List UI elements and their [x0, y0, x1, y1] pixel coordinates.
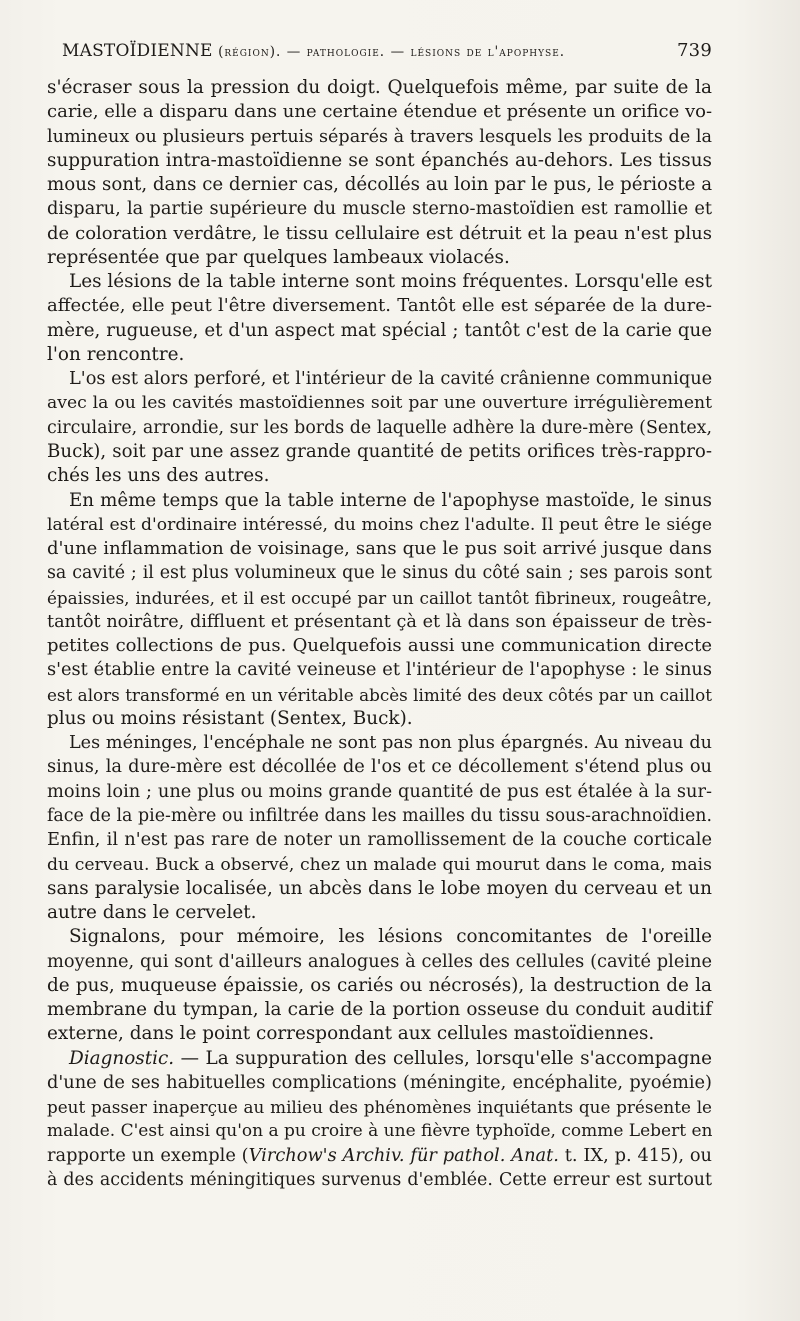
page-number: 739 [677, 40, 712, 61]
text-line: lumineux ou plusieurs pertuis séparés à travers lesquels les produits de la [47, 126, 712, 147]
text-line: autre dans le cervelet. [47, 902, 257, 924]
text-line: En même temps que la table interne de l'apophyse mastoïde, le sinus [69, 489, 712, 511]
text-line: d'une inflammation de voisinage, sans que le pus soit arrivé jusque dans [47, 538, 712, 560]
text-line: est alors transformé en un véritable abcès limité des deux côtés par un caillot [47, 684, 712, 705]
text-line: sa cavité ; il est plus volumineux que le sinus du côté sain ; ses parois sont [47, 563, 712, 584]
text-line: plus ou moins résistant (Sentex, Buck). [47, 707, 413, 729]
text-line: sans paralysie localisée, un abcès dans le lobe moyen du cerveau et un [47, 877, 712, 899]
text-line: à des accidents méningitiques survenus d'emblée. Cette erreur est surtout [47, 1169, 712, 1190]
text-line: Les méninges, l'encéphale ne sont pas non plus épargnés. Au niveau du [69, 733, 712, 754]
running-title-separator: — [286, 44, 302, 60]
text-line: membrane du tympan, la carie de la portion osseuse du conduit auditif [47, 999, 712, 1021]
running-header [62, 40, 712, 70]
text-line: de pus, muqueuse épaissie, os cariés ou nécrosés), la destruction de la [47, 974, 712, 996]
text-line: suppuration intra-mastoïdienne se sont épanchés au-dehors. Les tissus [47, 149, 712, 171]
text-line: face de la pie-mère ou infiltrée dans les mailles du tissu sous-arachnoïdien. [47, 805, 712, 826]
text-line: tantôt noirâtre, diffluent et présentant çà et là dans son épaisseur de très- [47, 611, 712, 632]
text-line: s'est établie entre la cavité veineuse et l'intérieur de l'apophyse : le sinus [47, 659, 712, 681]
text-line: Les lésions de la table interne sont moins fréquentes. Lorsqu'elle est [69, 271, 712, 293]
text-line: malade. C'est ainsi qu'on a pu croire à une fièvre typhoïde, comme Lebert en [47, 1121, 713, 1142]
text-line: s'écraser sous la pression du doigt. Quelquefois même, par suite de la [47, 77, 712, 98]
text-line: chés les uns des autres. [47, 465, 270, 487]
text-line: du cerveau. Buck a observé, chez un malade qui mourut dans le coma, mais [47, 854, 712, 875]
running-title-pathologie: pathologie. [306, 44, 386, 60]
text-line: de coloration verdâtre, le tissu cellulaire est détruit et la peau n'est plus [47, 222, 712, 244]
text-line: affectée, elle peut l'être diversement. Tantôt elle est séparée de la dure- [47, 295, 712, 317]
text-line [47, 1144, 712, 1168]
body-text [47, 76, 712, 1192]
running-title-separator: — [390, 44, 406, 60]
text-line [47, 1047, 712, 1071]
text-line: Enfin, il n'est pas rare de noter un ramollissement de la couche corticale [47, 829, 712, 851]
text-line: Signalons, pour mémoire, les lésions concomitantes de l'oreille [69, 926, 712, 948]
text-line: moyenne, qui sont d'ailleurs analogues à celles des cellules (cavité pleine [47, 950, 712, 972]
text-line: circulaire, arrondie, sur les bords de laquelle adhère la dure-mère (Sentex, [47, 417, 712, 438]
text-line: épaissies, indurées, et il est occupé par un caillot tantôt fibrineux, rougeâtre, [47, 587, 712, 608]
running-title-region: (région). [218, 44, 282, 60]
text-line: représentée que par quelques lambeaux violacés. [47, 246, 510, 268]
text-line: d'une de ses habituelles complications (méningite, encéphalite, pyoémie) [47, 1071, 712, 1093]
text-line: externe, dans le point correspondant aux cellules mastoïdiennes. [47, 1023, 655, 1045]
text-line: sinus, la dure-mère est décollée de l'os et ce décollement s'étend plus ou [47, 756, 712, 778]
text-line: latéral est d'ordinaire intéressé, du moins chez l'adulte. Il peut être le siége [47, 514, 712, 535]
text-line: disparu, la partie supérieure du muscle sterno-mastoïdien est ramollie et [47, 198, 712, 220]
text-run: rapporte un exemple ( [47, 1144, 249, 1166]
text-run: t. IX, p. 415), ou [564, 1144, 712, 1166]
text-line: peut passer inaperçue au milieu des phénomènes inquiétants que présente le [47, 1097, 712, 1118]
diagnostic-heading: Diagnostic. [69, 1047, 175, 1069]
text-line: moins loin ; une plus ou moins grande quantité de pus est étalée à la sur- [47, 780, 712, 802]
text-line: mère, rugueuse, et d'un aspect mat spécial ; tantôt c'est de la carie que [47, 319, 712, 341]
text-line: petites collections de pus. Quelquefois aussi une communication directe [47, 635, 712, 657]
journal-citation: Virchow's Archiv. für pathol. Anat. [248, 1144, 559, 1166]
running-title [62, 41, 665, 61]
text-line: L'os est alors perforé, et l'intérieur de la cavité crânienne communique [69, 368, 713, 390]
text-line: l'on rencontre. [47, 343, 185, 365]
text-line: Buck), soit par une assez grande quantité de petits orifices très-rappro- [47, 440, 712, 462]
text-run: — La suppuration des cellules, lorsqu'elle s'accompagne [180, 1047, 712, 1069]
running-title-lesions: lésions de l'apophyse. [410, 44, 566, 60]
text-line: mous sont, dans ce dernier cas, décollés au loin par le pus, le périoste a [47, 174, 713, 196]
running-title-main: MASTOÏDIENNE [62, 41, 213, 61]
text-line: carie, elle a disparu dans une certaine étendue et présente un orifice vo- [47, 101, 713, 123]
text-line: avec la ou les cavités mastoïdiennes soit par une ouverture irrégulièrement [47, 393, 712, 414]
